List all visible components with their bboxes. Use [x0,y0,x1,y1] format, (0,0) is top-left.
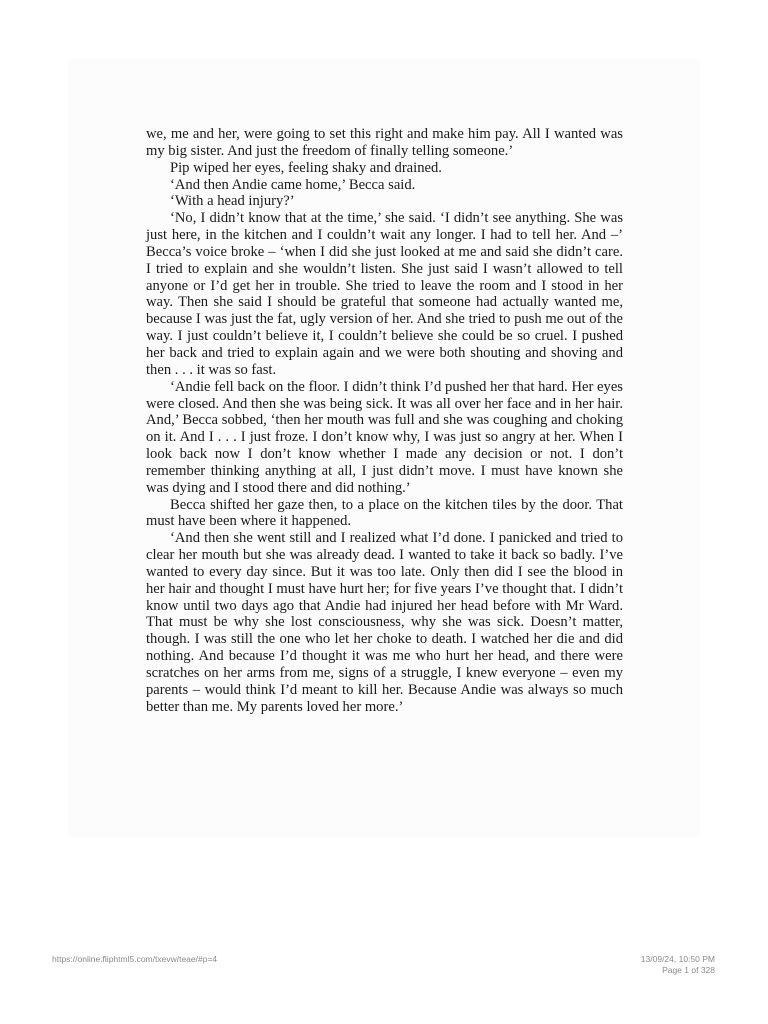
book-text [146,126,623,716]
paragraph: we, me and her, were going to set this right and make him pay. All I wanted was my big sister. And just the freedom of finally telling someone.’ [146,126,623,159]
footer-page-info: Page 1 of 328 [662,965,715,975]
paragraph: Becca shifted her gaze then, to a place on the kitchen tiles by the door. That must have been where it happened. [146,496,623,530]
paragraph: ‘Andie fell back on the floor. I didn’t think I’d pushed her that hard. Her eyes were closed. And then she was being sick. It was all over her face and in her hair. And,’ Becca sobbed, ‘then her mouth was full and she was coughing and choking on it. And I . . . I just froze. I don’t know why, I was just so angry at her. When I look back now I don’t know whether I made any decision or not. I don’t remember thinking anything at all, I just didn’t move. I must have known she was dying and I stood there and did nothing.’ [146,378,623,496]
paragraph: ‘And then she went still and I realized what I’d done. I panicked and tried to clear her mouth but she was already dead. I wanted to take it back so badly. I’ve wanted to every day since. But it was too late. Only then did I see the blood in her hair and thought I must have hurt her; for five years I’ve thought that. I didn’t know until two days ago that Andie had injured her head before with Mr Ward. That must be why she lost consciousness, why she was sick. Doesn’t matter, though. I was still the one who let her choke to death. I watched her die and did nothing. And because I’d thought it was me who hurt her head, and there were scratches on her arms from me, signs of a struggle, I knew everyone – even my parents – would think I’d meant to kill her. Because Andie was always so much better than me. My parents loved her more.’ [146,530,623,715]
paragraph: ‘And then Andie came home,’ Becca said. [170,176,416,193]
paragraph: ‘No, I didn’t know that at the time,’ she said. ‘I didn’t see anything. She was just here, in the kitchen and I couldn’t wait any longer. I had to tell her. And –’ Becca’s voice broke – ‘when I did she just looked at me and said she didn’t care. I tried to explain and she wouldn’t listen. She just said I wasn’t allowed to tell anyone or I’d get her in trouble. She tried to leave the room and I stood in her way. Then she said I should be grateful that someone had actually wanted me, because I was just the fat, ugly version of her. And she tried to push me out of the way. I just couldn’t believe it, I couldn’t believe she could be so cruel. I pushed her back and tried to explain again and we were both shouting and shoving and then . . . it was so fast. [146,210,623,378]
paragraph: Pip wiped her eyes, feeling shaky and drained. [170,159,442,176]
footer-url: https://online.fliphtml5.com/txevw/teae/#p=4 [52,954,218,964]
footer-datetime: 13/09/24, 10:50 PM [640,954,715,964]
paragraph: ‘With a head injury?’ [170,193,295,210]
footer-info [641,954,715,976]
